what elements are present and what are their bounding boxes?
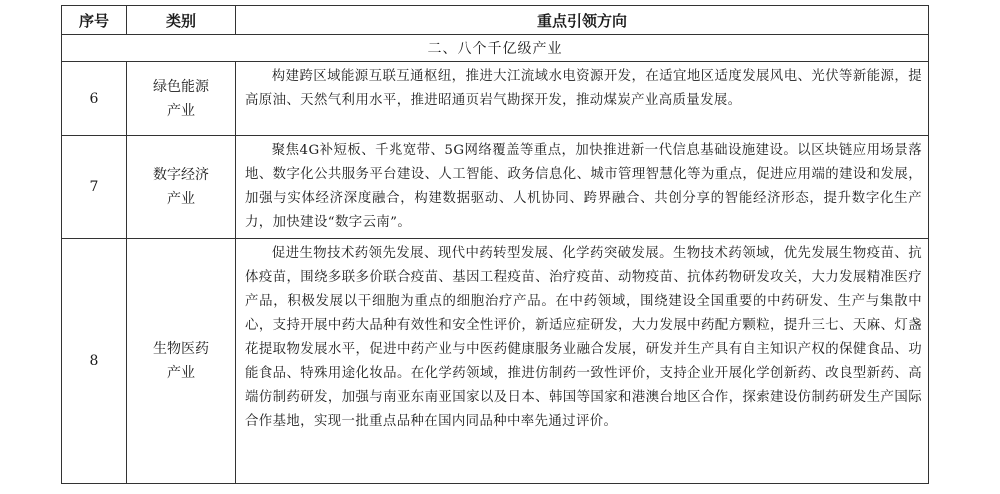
- row-description: 构建跨区域能源互联互通枢纽，推进大江流域水电资源开发，在适宜地区适度发展风电、光伏等新能源，提高原油、天然气利用水平，推进昭通页岩气勘探开发，推动煤炭产业高质量发展。: [236, 62, 929, 136]
- row-category-line1: 生物医药: [153, 341, 209, 357]
- row-index: 6: [62, 62, 127, 136]
- row-category-line2: 产业: [167, 365, 195, 381]
- table-header-row: [62, 6, 929, 35]
- header-index: 序号: [62, 6, 127, 35]
- row-category-line2: 产业: [167, 102, 195, 119]
- row-index: 7: [62, 136, 127, 239]
- table-row: [62, 239, 929, 484]
- row-category: [127, 136, 236, 239]
- section-row: [62, 35, 929, 62]
- table-row: [62, 62, 929, 136]
- section-title: 二、八个千亿级产业: [62, 35, 929, 62]
- row-category: [127, 239, 236, 484]
- header-direction: 重点引领方向: [236, 6, 929, 35]
- row-description: 聚焦4G补短板、千兆宽带、5G网络覆盖等重点，加快推进新一代信息基础设施建设。以区块链应用场景落地、数字化公共服务平台建设、人工智能、政务信息化、城市管理智慧化等为重点，促进应用端的建设和发展，加强与实体经济深度融合，构建数据驱动、人机协同、跨界融合、共创分享的智能经济形态，提升数字化生产力，加快建设“数字云南”。: [236, 136, 929, 239]
- row-category-line2: 产业: [167, 191, 195, 207]
- row-category-line1: 绿色能源: [153, 78, 209, 95]
- row-index: 8: [62, 239, 127, 484]
- table-row: [62, 136, 929, 239]
- header-category: 类别: [127, 6, 236, 35]
- industry-table: [61, 5, 929, 484]
- row-category-line1: 数字经济: [153, 167, 209, 183]
- row-category: [127, 62, 236, 136]
- row-description: 促进生物技术药领先发展、现代中药转型发展、化学药突破发展。生物技术药领域，优先发展生物疫苗、抗体疫苗，围绕多联多价联合疫苗、基因工程疫苗、治疗疫苗、动物疫苗、抗体药物研发攻关，大力发展精准医疗产品，积极发展以干细胞为重点的细胞治疗产品。在中药领域，围绕建设全国重要的中药研发、生产与集散中心，支持开展中药大品种有效性和安全性评价，新适应症研发，大力发展中药配方颗粒，提升三七、天麻、灯盏花提取物发展水平，促进中药产业与中医药健康服务业融合发展，研发并生产具有自主知识产权的保健食品、功能食品、特殊用途化妆品。在化学药领域，推进仿制药一致性评价，支持企业开展化学创新药、改良型新药、高端仿制药研发，加强与南亚东南亚国家以及日本、韩国等国家和港澳台地区合作，探索建设仿制药研发生产国际合作基地，实现一批重点品种在国内同品种中率先通过评价。: [236, 239, 929, 484]
